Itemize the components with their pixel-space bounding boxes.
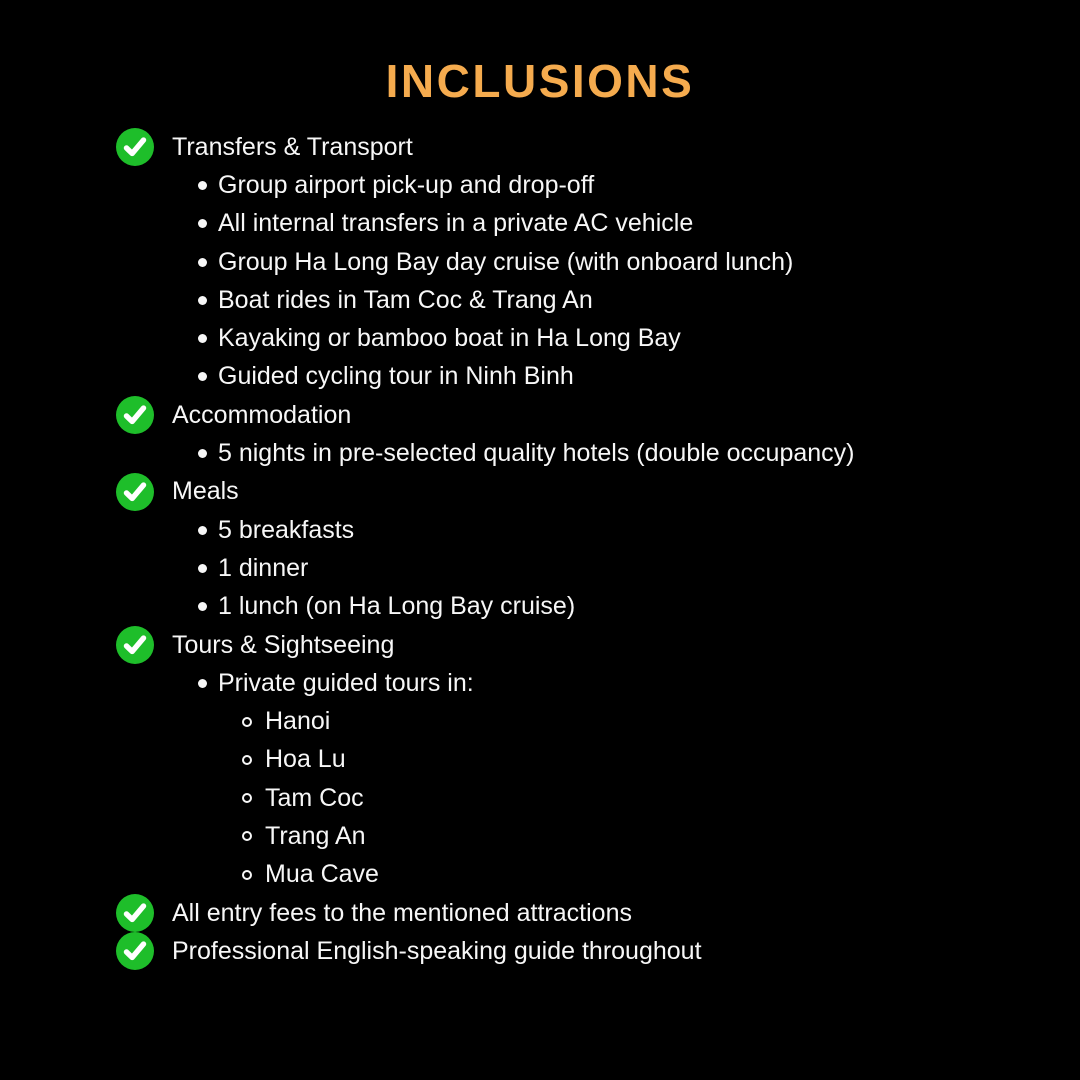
list-item-label: Trang An bbox=[265, 821, 366, 850]
circle-bullet-icon bbox=[242, 870, 265, 880]
bullet-dot-icon bbox=[198, 219, 218, 228]
circle-bullet-icon bbox=[242, 755, 265, 765]
bullet-dot-icon bbox=[198, 334, 218, 343]
page-title: INCLUSIONS bbox=[385, 55, 695, 107]
list-item bbox=[0, 358, 1080, 396]
bullet-dot-icon bbox=[198, 372, 218, 381]
list-item-label: 1 lunch (on Ha Long Bay cruise) bbox=[218, 592, 576, 621]
list-item-section bbox=[0, 894, 1080, 932]
list-item-section bbox=[0, 932, 1080, 970]
list-item-label: Group airport pick-up and drop-off bbox=[218, 170, 595, 199]
list-item-section bbox=[0, 626, 1080, 664]
list-item-label: Professional English-speaking guide throughout bbox=[172, 936, 702, 965]
list-item-label: Hoa Lu bbox=[265, 745, 346, 774]
bullet-dot-icon bbox=[198, 564, 218, 573]
list-item bbox=[0, 741, 1080, 779]
list-item-label: 1 dinner bbox=[218, 553, 309, 582]
check-circle-icon bbox=[116, 396, 172, 434]
list-item bbox=[0, 319, 1080, 357]
list-item-label: Group Ha Long Bay day cruise (with onboard lunch) bbox=[218, 247, 794, 276]
circle-bullet-icon bbox=[242, 831, 265, 841]
list-item bbox=[0, 243, 1080, 281]
bullet-dot-icon bbox=[198, 679, 218, 688]
list-item-label: All entry fees to the mentioned attractions bbox=[172, 898, 632, 927]
list-item bbox=[0, 702, 1080, 740]
bullet-dot-icon bbox=[198, 449, 218, 458]
check-circle-icon bbox=[116, 128, 172, 166]
list-item bbox=[0, 856, 1080, 894]
list-item-label: Boat rides in Tam Coc & Trang An bbox=[218, 285, 593, 314]
bullet-dot-icon bbox=[198, 258, 218, 267]
bullet-dot-icon bbox=[198, 526, 218, 535]
list-item-label: 5 nights in pre-selected quality hotels (double occupancy) bbox=[218, 439, 855, 468]
circle-bullet-icon bbox=[242, 793, 265, 803]
list-item bbox=[0, 511, 1080, 549]
list-item-label: Guided cycling tour in Ninh Binh bbox=[218, 362, 574, 391]
list-item-section bbox=[0, 396, 1080, 434]
check-circle-icon bbox=[116, 473, 172, 511]
list-item-label: Hanoi bbox=[265, 707, 331, 736]
bullet-dot-icon bbox=[198, 296, 218, 305]
list-item-label: Tam Coc bbox=[265, 783, 364, 812]
list-item bbox=[0, 205, 1080, 243]
list-item-label: Transfers & Transport bbox=[172, 132, 413, 161]
list-item-label: Mua Cave bbox=[265, 860, 379, 889]
list-item bbox=[0, 166, 1080, 204]
circle-bullet-icon bbox=[242, 717, 265, 727]
list-item-label: Kayaking or bamboo boat in Ha Long Bay bbox=[218, 324, 681, 353]
bullet-dot-icon bbox=[198, 181, 218, 190]
check-circle-icon bbox=[116, 894, 172, 932]
list-item-label: Tours & Sightseeing bbox=[172, 630, 395, 659]
check-circle-icon bbox=[116, 932, 172, 970]
list-item bbox=[0, 281, 1080, 319]
bullet-dot-icon bbox=[198, 602, 218, 611]
list-item bbox=[0, 817, 1080, 855]
check-circle-icon bbox=[116, 626, 172, 664]
list-item bbox=[0, 779, 1080, 817]
list-item-section bbox=[0, 128, 1080, 166]
list-item-section bbox=[0, 473, 1080, 511]
list-item-label: 5 breakfasts bbox=[218, 515, 355, 544]
list-item-label: Meals bbox=[172, 477, 239, 506]
list-item bbox=[0, 588, 1080, 626]
list-item bbox=[0, 549, 1080, 587]
list-item-label: Private guided tours in: bbox=[218, 668, 474, 697]
list-item bbox=[0, 664, 1080, 702]
list-item-label: Accommodation bbox=[172, 400, 352, 429]
inclusions-list bbox=[0, 128, 1080, 971]
list-item bbox=[0, 434, 1080, 472]
list-item-label: All internal transfers in a private AC vehicle bbox=[218, 209, 694, 238]
